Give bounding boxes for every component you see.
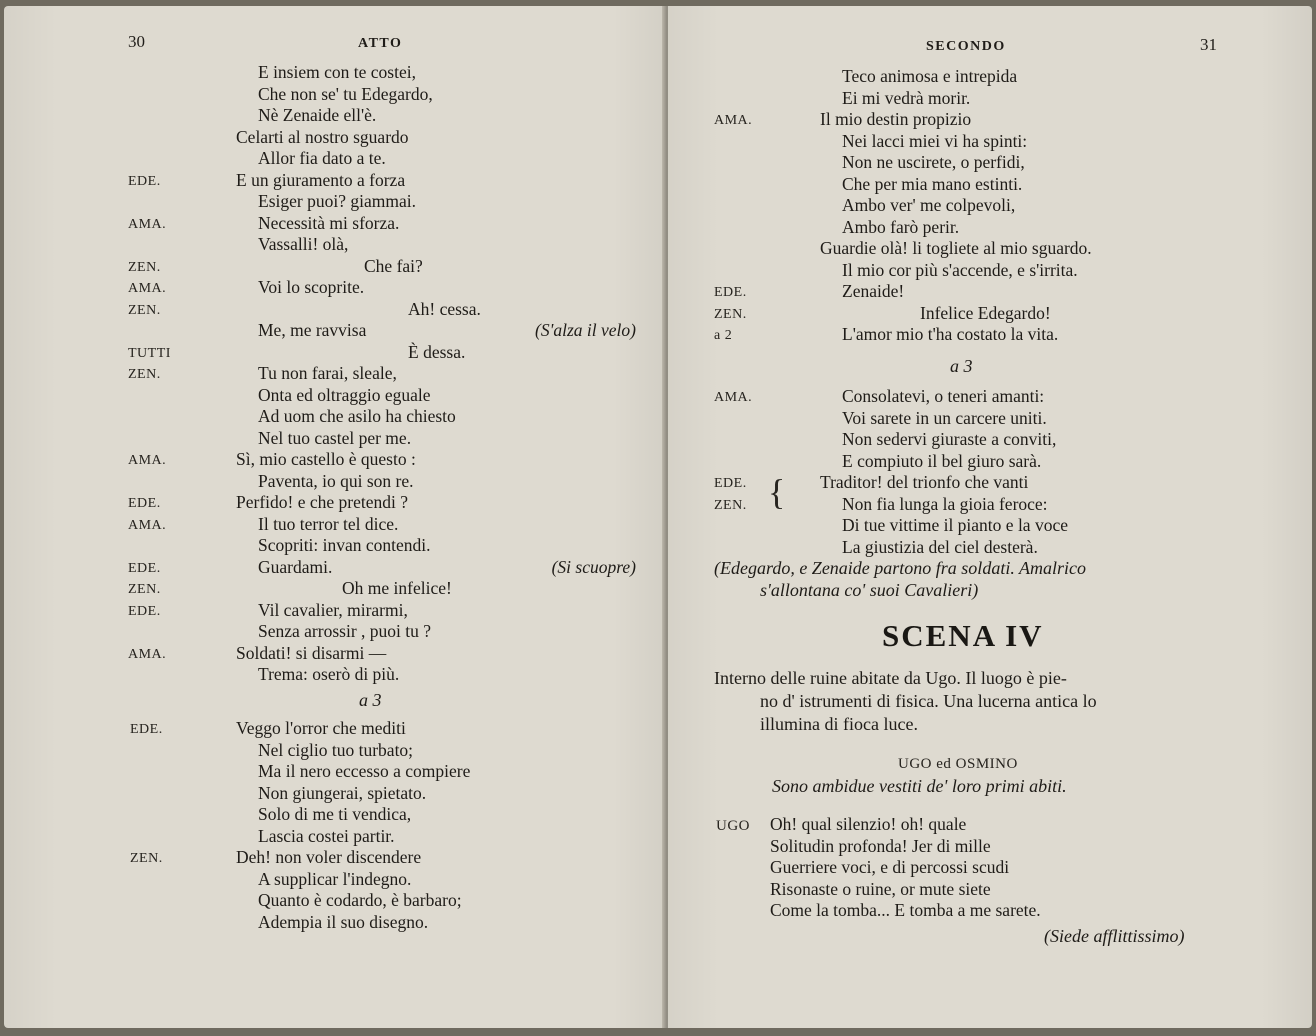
verse-line: E compiuto il bel giuro sarà. — [842, 450, 1042, 471]
verse-line: A supplicar l'indegno. — [258, 868, 412, 889]
verse-line: Paventa, io qui son re. — [258, 470, 414, 491]
verse-line: Ambo ver' me colpevoli, — [842, 195, 1016, 215]
speaker: AMA. — [128, 453, 167, 468]
verse-line: Adempia il suo disegno. — [258, 911, 429, 932]
running-header: SECONDO — [926, 39, 1006, 54]
running-header: ATTO — [358, 36, 403, 51]
verse-line: Guerriere voci, e di percossi scudi — [770, 857, 1010, 877]
speaker: AMA. — [128, 646, 167, 662]
verse-line: Ei mi vedrà morir. — [842, 87, 971, 108]
speaker: ZEN. — [128, 302, 161, 318]
speaker: ZEN. — [714, 497, 747, 513]
verse-line: Solitudin profonda! Jer di mille — [770, 835, 991, 856]
stage-direction: s'allontana co' suoi Cavalieri) — [760, 580, 979, 600]
right-page — [668, 6, 1312, 1028]
verse-line: Infelice Edegardo! — [920, 302, 1051, 323]
verse-line: Vassalli! olà, — [258, 234, 349, 254]
verse-line: Trema: oserò di più. — [258, 664, 400, 684]
verse-line: Onta ed oltraggio eguale — [258, 384, 431, 405]
verse-line: Non sedervi giuraste a conviti, — [842, 429, 1057, 449]
verse-line: Tu non farai, sleale, — [258, 363, 397, 383]
verse-line: Allor fia dato a te. — [258, 148, 386, 168]
verse-line: Nè Zenaide ell'è. — [258, 105, 377, 125]
verse-line: Voi sarete in un carcere uniti. — [842, 407, 1047, 428]
verse-line: Che non se' tu Edegardo, — [258, 83, 433, 104]
verse-line: Che fai? — [364, 255, 423, 276]
verse-line: Guardami. — [258, 556, 333, 577]
speaker: UGO — [716, 818, 750, 834]
scene-description: Interno delle ruine abitate da Ugo. Il luogo è pie- — [714, 668, 1067, 688]
verse-line: Ad uom che asilo ha chiesto — [258, 406, 456, 426]
verse-line: Ambo farò perir. — [842, 216, 960, 237]
verse-line: Soldati! si disarmi — — [236, 642, 387, 663]
verse-line: Traditor! del trionfo che vanti — [820, 472, 1029, 492]
verse-line: E insiem con te costei, — [258, 62, 416, 82]
verse-line: Esiger puoi? giammai. — [258, 191, 416, 211]
verse-line: Lascia costei partir. — [258, 825, 395, 846]
brace-glyph: { — [768, 472, 786, 512]
characters: UGO ed OSMINO — [898, 756, 1018, 772]
speaker: EDE. — [128, 560, 161, 576]
speaker: ZEN. — [128, 259, 161, 275]
verse-line: Oh! qual silenzio! oh! quale — [770, 814, 967, 834]
verse-line: Di tue vittime il pianto e la voce — [842, 515, 1068, 535]
verse-line: Senza arrossir , puoi tu ? — [258, 621, 432, 641]
verse-line: Celarti al nostro sguardo — [236, 126, 409, 147]
verse-line: Scopriti: invan contendi. — [258, 535, 431, 555]
speaker: ZEN. — [128, 582, 161, 597]
verse-line: Risonaste o ruine, or mute siete — [770, 878, 991, 899]
a3-label: a 3 — [950, 356, 973, 376]
verse-line: E un giuramento a forza — [236, 169, 406, 190]
verse-line: Deh! non voler discendere — [236, 847, 422, 867]
verse-line: Nel tuo castel per me. — [258, 427, 412, 448]
verse-line: Il mio destin propizio — [820, 109, 972, 129]
a3-label: a 3 — [359, 690, 382, 710]
page-number: 31 — [1200, 35, 1217, 54]
stage-direction: (S'alza il velo) — [535, 320, 636, 340]
speaker: AMA. — [714, 113, 753, 128]
left-page — [4, 6, 666, 1028]
verse-line: Solo di me ti vendica, — [258, 804, 412, 824]
speaker: AMA. — [714, 390, 753, 405]
verse-line: Nel ciglio tuo turbato; — [258, 739, 414, 760]
final-direction: (Siede afflittissimo) — [1044, 926, 1185, 946]
speaker: EDE. — [714, 476, 747, 491]
characters-note: Sono ambidue vestiti de' loro primi abiti. — [772, 776, 1067, 796]
speaker: AMA. — [128, 517, 167, 533]
verse-line: Ah! cessa. — [408, 298, 481, 319]
verse-line: Necessità mi sforza. — [258, 212, 400, 233]
scene-title: SCENA IV — [882, 618, 1044, 653]
speaker: ZEN. — [130, 851, 163, 866]
verse-line: Oh me infelice! — [342, 578, 452, 598]
verse-line: Teco animosa e intrepida — [842, 66, 1018, 86]
verse-line: Guardie olà! li togliete al mio sguardo. — [820, 238, 1092, 258]
verse-line: Zenaide! — [842, 281, 905, 301]
verse-line: Il tuo terror tel dice. — [258, 513, 399, 534]
verse-line: Il mio cor più s'accende, e s'irrita. — [842, 259, 1078, 280]
verse-line: Perfido! e che pretendi ? — [236, 492, 409, 512]
speaker: ZEN. — [128, 367, 161, 382]
speaker: AMA. — [128, 216, 167, 232]
page-number: 30 — [128, 32, 145, 51]
verse-line: È dessa. — [408, 341, 466, 362]
stage-direction: (Edegardo, e Zenaide partono fra soldati. Amalrico — [714, 558, 1086, 578]
verse-line: Non giungerai, spietato. — [258, 782, 427, 803]
speaker: TUTTI — [128, 345, 171, 361]
scene-description: illumina di fioca luce. — [760, 714, 918, 734]
verse-line: Che per mia mano estinti. — [842, 173, 1023, 194]
verse-line: Me, me ravvisa — [258, 320, 367, 340]
verse-line: Sì, mio castello è questo : — [236, 449, 416, 469]
verse-line: Non fia lunga la gioia feroce: — [842, 493, 1048, 514]
speaker: EDE. — [130, 722, 163, 737]
verse-line: Veggo l'orror che mediti — [236, 718, 406, 738]
speaker: EDE. — [714, 285, 747, 300]
scene-description: no d' istrumenti di fisica. Una lucerna antica lo — [760, 691, 1097, 711]
verse-line: Voi lo scoprite. — [258, 277, 365, 297]
verse-line: La giustizia del ciel desterà. — [842, 536, 1038, 557]
stage-direction: (Si scuopre) — [551, 556, 636, 577]
speaker: AMA. — [128, 281, 167, 296]
speaker: a 2 — [714, 328, 733, 343]
verse-line: Non ne uscirete, o perfidi, — [842, 152, 1025, 172]
speaker: ZEN. — [714, 306, 747, 322]
speaker: EDE. — [128, 496, 161, 511]
speaker: EDE. — [128, 173, 161, 189]
verse-line: Ma il nero eccesso a compiere — [258, 761, 471, 781]
verse-line: Consolatevi, o teneri amanti: — [842, 386, 1045, 406]
verse-line: Quanto è codardo, è barbaro; — [258, 890, 462, 910]
verse-line: L'amor mio t'ha costato la vita. — [842, 324, 1059, 344]
verse-line: Vil cavalier, mirarmi, — [258, 599, 408, 620]
verse-line: Come la tomba... E tomba a me sarete. — [770, 900, 1041, 920]
speaker: EDE. — [128, 603, 161, 619]
verse-line: Nei lacci miei vi ha spinti: — [842, 130, 1028, 151]
